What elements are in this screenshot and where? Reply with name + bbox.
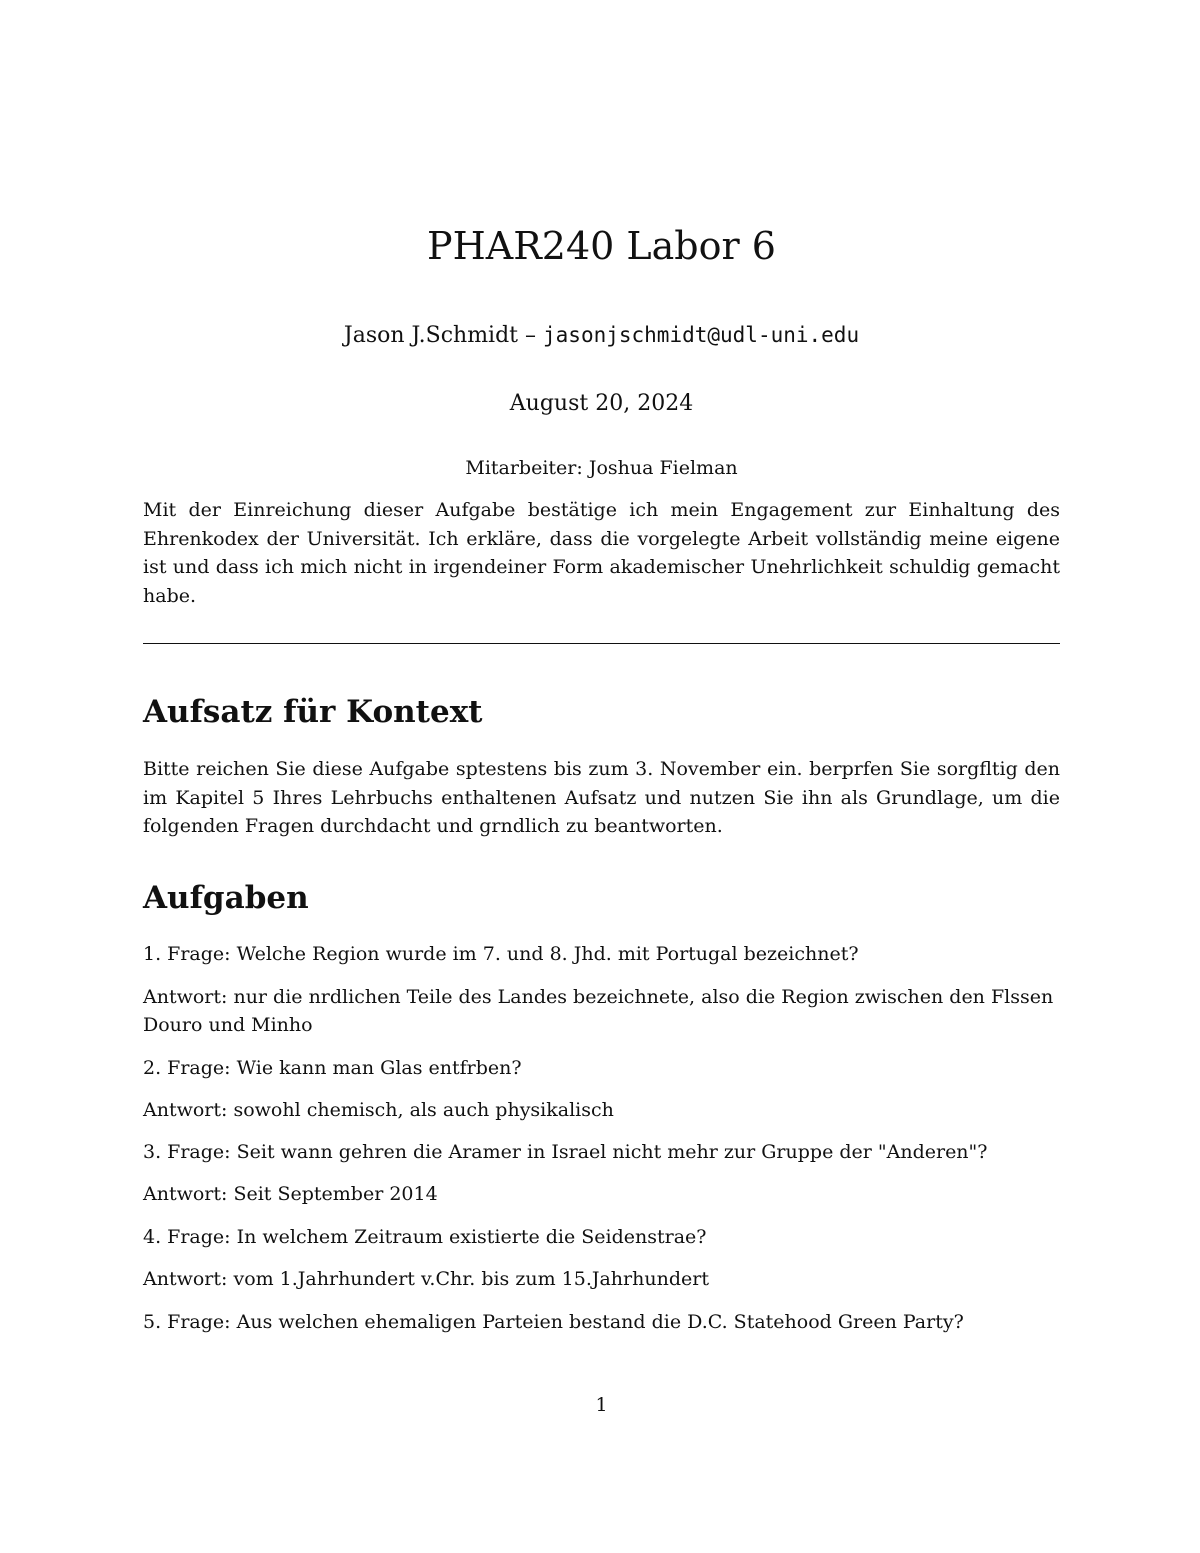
document-page [143, 0, 1060, 1553]
answer-2: Antwort: sowohl chemisch, als auch physikalisch [143, 1099, 614, 1121]
context-heading: Aufsatz für Kontext [143, 694, 483, 730]
honor-statement: Mit der Einreichung dieser Aufgabe bestätige ich mein Engagement zur Einhaltung des Ehrenkodex der Universität. Ich erkläre, dass die vorgelegte Arbeit vollständig meine eigene ist und dass ich mich nicht in irgendeiner Form akademischer Unehrlichkeit schuldig gemacht habe. [143, 499, 1060, 607]
question-4: 4. Frage: In welchem Zeitraum existierte die Seidenstrae? [143, 1226, 707, 1248]
author-name: Jason J.Schmidt [343, 323, 519, 348]
answer-3: Antwort: Seit September 2014 [143, 1183, 438, 1205]
author-line [143, 320, 1060, 351]
context-paragraph: Bitte reichen Sie diese Aufgabe sptestens bis zum 3. November ein. berprfen Sie sorgfltig den im Kapitel 5 Ihres Lehrbuchs enthaltenen Aufsatz und nutzen Sie ihn als Grundlage, um die folgenden Fragen durchdacht und grndlich zu beantworten. [143, 758, 1060, 837]
answer-4: Antwort: vom 1.Jahrhundert v.Chr. bis zum 15.Jahrhundert [143, 1268, 709, 1290]
page-number: 1 [595, 1394, 608, 1416]
author-email: jasonjschmidt@udl-uni.edu [543, 323, 860, 347]
question-3: 3. Frage: Seit wann gehren die Aramer in Israel nicht mehr zur Gruppe der "Anderen"? [143, 1141, 988, 1163]
collaborators: Mitarbeiter: Joshua Fielman [465, 457, 738, 479]
document-date: August 20, 2024 [509, 391, 694, 416]
question-5: 5. Frage: Aus welchen ehemaligen Parteien bestand die D.C. Statehood Green Party? [143, 1311, 964, 1333]
answer-1: Antwort: nur die nrdlichen Teile des Landes bezeichnete, also die Region zwischen den Flssen Douro und Minho [143, 986, 1054, 1036]
question-1: 1. Frage: Welche Region wurde im 7. und 8. Jhd. mit Portugal bezeichnet? [143, 943, 859, 965]
author-separator: – [518, 323, 544, 348]
document-title: PHAR240 Labor 6 [427, 224, 776, 268]
question-2: 2. Frage: Wie kann man Glas entfrben? [143, 1057, 522, 1079]
horizontal-rule [143, 643, 1060, 644]
tasks-heading: Aufgaben [143, 880, 309, 916]
